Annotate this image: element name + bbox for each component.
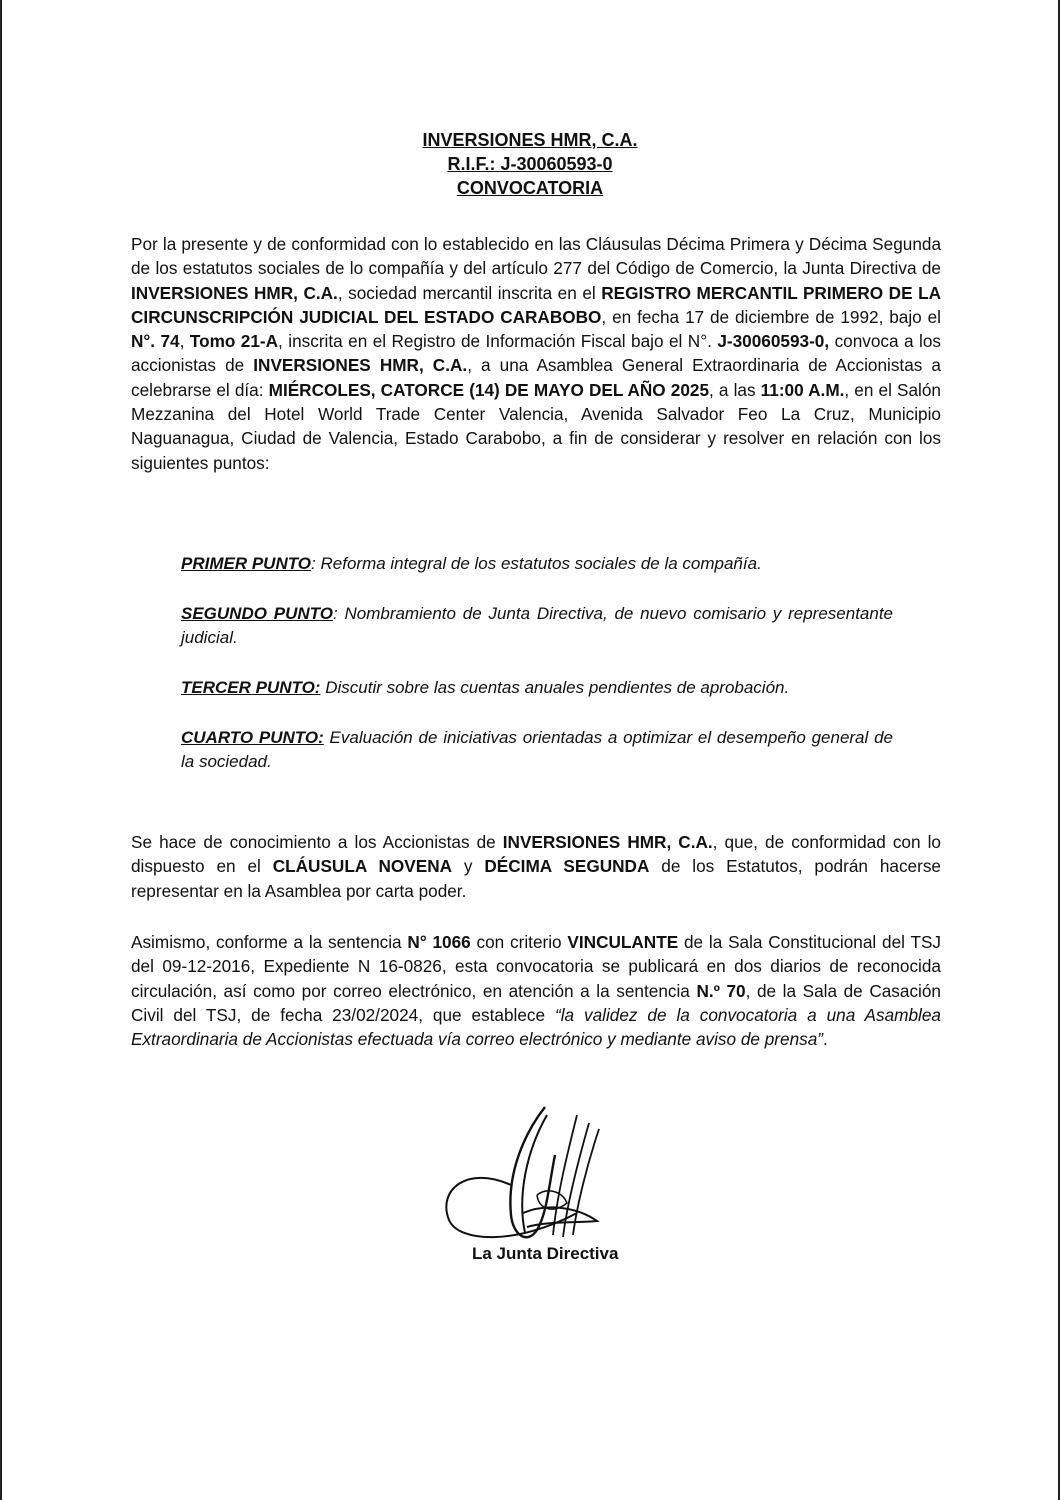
agenda-point [181, 602, 893, 650]
text: de los Estatutos, podrán hacerse representar en la Asamblea por carta poder. [131, 856, 941, 901]
text: , [179, 331, 190, 352]
signatory: La Junta Directiva [472, 1244, 619, 1263]
text: con criterio [470, 932, 568, 952]
text: , a las [709, 379, 761, 400]
text: , en fecha 17 de diciembre de 1992, bajo el [601, 306, 942, 327]
text: convoca a los accionistas de [131, 331, 941, 376]
text: Asimismo, conforme a la sentencia [131, 932, 408, 952]
bold-text: INVERSIONES HMR, C.A. [253, 355, 468, 376]
document-title: CONVOCATORIA [456, 178, 604, 198]
bold-text: REGISTRO MERCANTIL PRIMERO DE LA CIRCUNSCRIPCIÓN JUDICIAL DEL ESTADO CARABOBO [131, 282, 941, 327]
point-label: PRIMER PUNTO [181, 554, 312, 573]
italic-quote: “la validez de la convocatoria a una Asamblea Extraordinaria de Accionistas efectuada vía correo electrónico y mediante aviso de prensa” [131, 1004, 941, 1050]
signature [427, 1095, 627, 1255]
bold-text: MIÉRCOLES, CATORCE (14) DE MAYO DEL AÑO 2025 [268, 379, 710, 400]
company-name: INVERSIONES HMR, C.A. [422, 130, 638, 150]
text: , sociedad mercantil inscrita en el [337, 282, 602, 303]
point-label: SEGUNDO PUNTO [181, 604, 333, 623]
text: , a una Asamblea General Extraordinaria de Accionistas a celebrarse el día: [131, 355, 941, 400]
bold-text: N°. 74 [131, 331, 180, 352]
text: Se hace de conocimiento a los Accionistas de [131, 832, 503, 852]
bold-text: VINCULANTE [567, 932, 679, 952]
bold-text: CLÁUSULA NOVENA [272, 856, 453, 877]
text: de la Sala Constitucional del TSJ del 09-12-2016, Expediente N 16-0826, esta convocatoria se publicará en dos diarios de reconocida circulación, así como por correo electrónico, en atención a la sentencia [131, 932, 942, 1001]
agenda-point [181, 676, 893, 700]
agenda-point [181, 726, 893, 774]
point-text: Discutir sobre las cuentas anuales pendientes de aprobación. [320, 678, 790, 697]
text: , que, de conformidad con lo dispuesto en el [131, 832, 941, 877]
bold-text: INVERSIONES HMR, C.A. [131, 282, 338, 303]
point-label: TERCER PUNTO: [181, 678, 321, 697]
intro-paragraph [131, 232, 941, 475]
rif-number: R.I.F.: J-30060593-0 [447, 154, 613, 174]
text: , en el Salón Mezzanina del Hotel World Trade Center Valencia, Avenida Salvador Feo La Cruz, Municipio Naguanagua, Ciudad de Valencia, Estado Carabobo, a fin de considerar y resolver en relación con los siguientes puntos: [131, 379, 941, 473]
document-header [2, 128, 1058, 200]
text: , de la Sala de Casación Civil del TSJ, de fecha 23/02/2024, que establece [131, 980, 941, 1025]
bold-text: N.º 70 [696, 980, 746, 1001]
bold-text: 11:00 A.M. [760, 379, 845, 400]
point-text: : Reforma integral de los estatutos sociales de la compañía. [311, 554, 762, 573]
point-label: CUARTO PUNTO: [181, 728, 324, 747]
agenda-points [181, 552, 893, 800]
representation-paragraph [131, 830, 941, 903]
bold-text: N° 1066 [407, 932, 471, 952]
bold-text: DÉCIMA SEGUNDA [484, 856, 650, 877]
bold-text: Tomo 21-A [189, 331, 279, 352]
text: Por la presente y de conformidad con lo establecido en las Cláusulas Décima Primera y Décima Segunda de los estatutos sociales de lo compañía y del artículo 277 del Código de Comercio, la Junta Directiva de [131, 234, 941, 279]
point-text: : Nombramiento de Junta Directiva, de nuevo comisario y representante judicial. [181, 604, 894, 647]
point-text: Evaluación de iniciativas orientadas a optimizar el desempeño general de la sociedad. [181, 728, 893, 771]
text: y [452, 856, 485, 877]
bold-text: INVERSIONES HMR, C.A. [502, 832, 713, 852]
agenda-point [181, 552, 893, 576]
publication-paragraph [131, 930, 941, 1051]
text: , inscrita en el Registro de Información Fiscal bajo el N°. [278, 331, 718, 352]
text: . [823, 1029, 828, 1050]
bold-text: J-30060593-0, [717, 331, 830, 352]
